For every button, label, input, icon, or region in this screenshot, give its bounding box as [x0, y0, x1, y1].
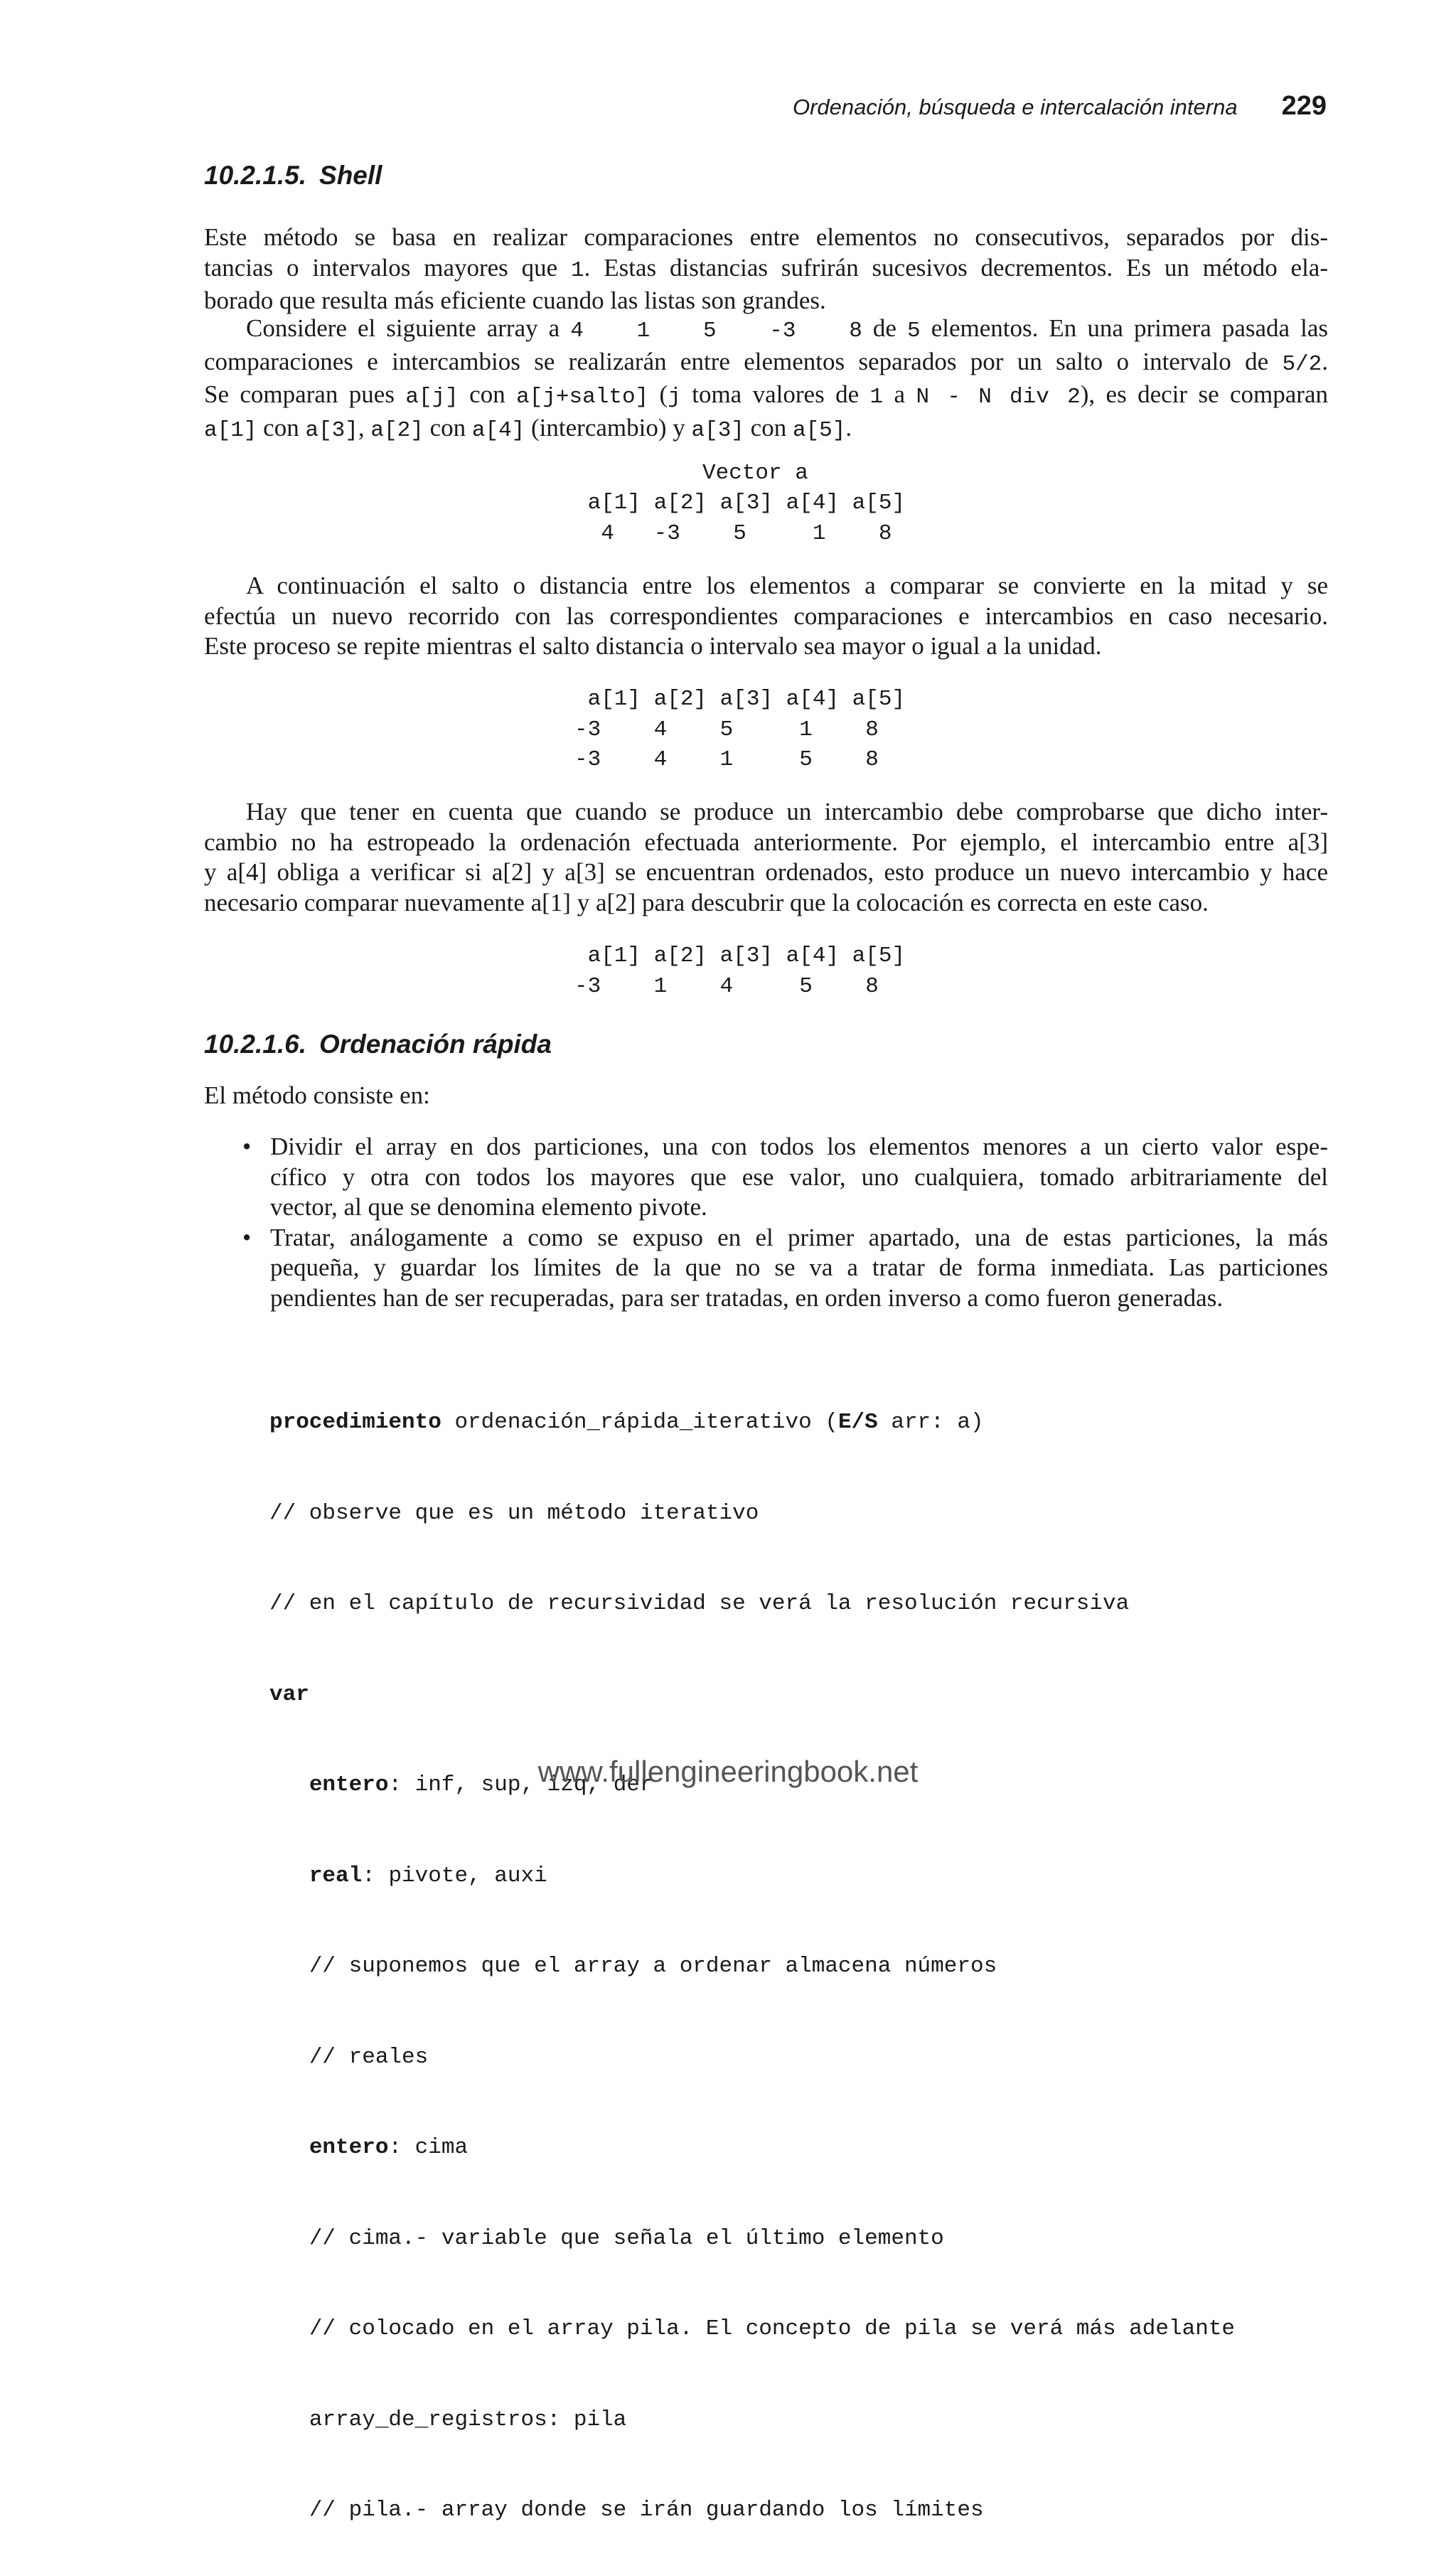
vector-table-header: a[1] a[2] a[3] a[4] a[5] — [574, 491, 906, 515]
section-heading-shell — [204, 161, 382, 191]
list-item: • Tratar, análogamente a como se expuso en el primer apartado, una de estas particiones, la más pequeña, y guardar los límites de la que no se va a tratar de forma inmediata. Las particiones pendientes han de ser recuperadas, para ser tratadas, en orden inverso a como fueron generadas. — [242, 1223, 1328, 1314]
table2-row: -3 4 5 1 8 — [574, 717, 879, 742]
watermark-url: www.fullengineeringbook.net — [537, 1755, 919, 1788]
table3-header: a[1] a[2] a[3] a[4] a[5] — [574, 943, 906, 968]
section-title: Shell — [319, 161, 382, 190]
table2-header: a[1] a[2] a[3] a[4] a[5] — [574, 687, 906, 712]
shell-paragraph-2: Considere el siguiente array a 4 1 5 -3 8 de 5 elementos. En una primera pasada las comparaciones e intercambios se realizarán entre elementos separados por un salto o intervalo de 5/2. Se comparan pues a[j] con a[j+salto] (j toma valores de 1 a N - N div 2), es decir se comparan a[1] con a[3], a[2] con a[4] (intercambio) y a[3] con a[5]. — [204, 314, 1329, 443]
running-header — [793, 91, 1327, 127]
list-item: • Dividir el array en dos particiones, una con todos los elementos menores a un cierto valor espe- cífico y otra con todos los mayores que ese valor, uno cualquiera, tomado arbitrariamente del vector, al que se denomina elemento pivote. — [242, 1132, 1328, 1223]
quicksort-intro: El método consiste en: — [204, 1081, 430, 1109]
pseudocode-block: procedimiento ordenación_rápida_iterativo (E/S arr: a) // observe que es un método iterativo // en el capítulo de recursividad se verá la resolución recursiva var entero: inf, sup, izq, der real: pivote, auxi // suponemos que el array a ordenar almacena números // reales entero: cima // cima.- variable que señala el último elemento // colocado en el array pila. El concepto de pila se verá más adelante array_de_registros: pila // pila.- array donde se irán guardando los límites — [269, 1410, 1236, 2523]
vector-table-title: Vector a — [702, 461, 808, 486]
section-number: 10.2.1.6. — [204, 1030, 307, 1059]
shell-paragraph-4: Hay que tener en cuenta que cuando se produce un intercambio debe comprobarse que dicho inter- cambio no ha estropeado la ordenación efectuada anteriormente. Por ejemplo, el intercambio entre a[3] y a[4] obliga a verificar si a[2] y a[3] se encuentran ordenados, esto produce un nuevo intercambio y hace necesario comparar nuevamente a[1] y a[2] para descubrir que la colocación es correcta en este caso. — [204, 798, 1328, 916]
section-heading-quicksort — [204, 1030, 552, 1059]
table2-row: -3 4 1 5 8 — [574, 747, 879, 772]
chapter-title: Ordenación, búsqueda e intercalación interna — [793, 95, 1238, 119]
section-number: 10.2.1.5. — [204, 161, 307, 190]
vector-table-row: 4 -3 5 1 8 — [574, 521, 892, 546]
section-title: Ordenación rápida — [319, 1030, 552, 1059]
shell-paragraph-1: Este método se basa en realizar comparaciones entre elementos no consecutivos, separados por dis- tancias o intervalos mayores que 1. Estas distancias sufrirán sucesivos decrementos. Es un método ela- borado que resulta más eficiente cuando las listas son grandes. — [204, 223, 1328, 314]
table3-row: -3 1 4 5 8 — [574, 974, 879, 999]
shell-paragraph-3: A continuación el salto o distancia entre los elementos a comparar se convierte en la mitad y se efectúa un nuevo recorrido con las correspondientes comparaciones e intercambios en caso necesario. Este proceso se repite mientras el salto distancia o intervalo sea mayor o igual a la unidad. — [204, 572, 1328, 660]
quicksort-bullets — [242, 1132, 1328, 1313]
page-number: 229 — [1281, 91, 1327, 121]
